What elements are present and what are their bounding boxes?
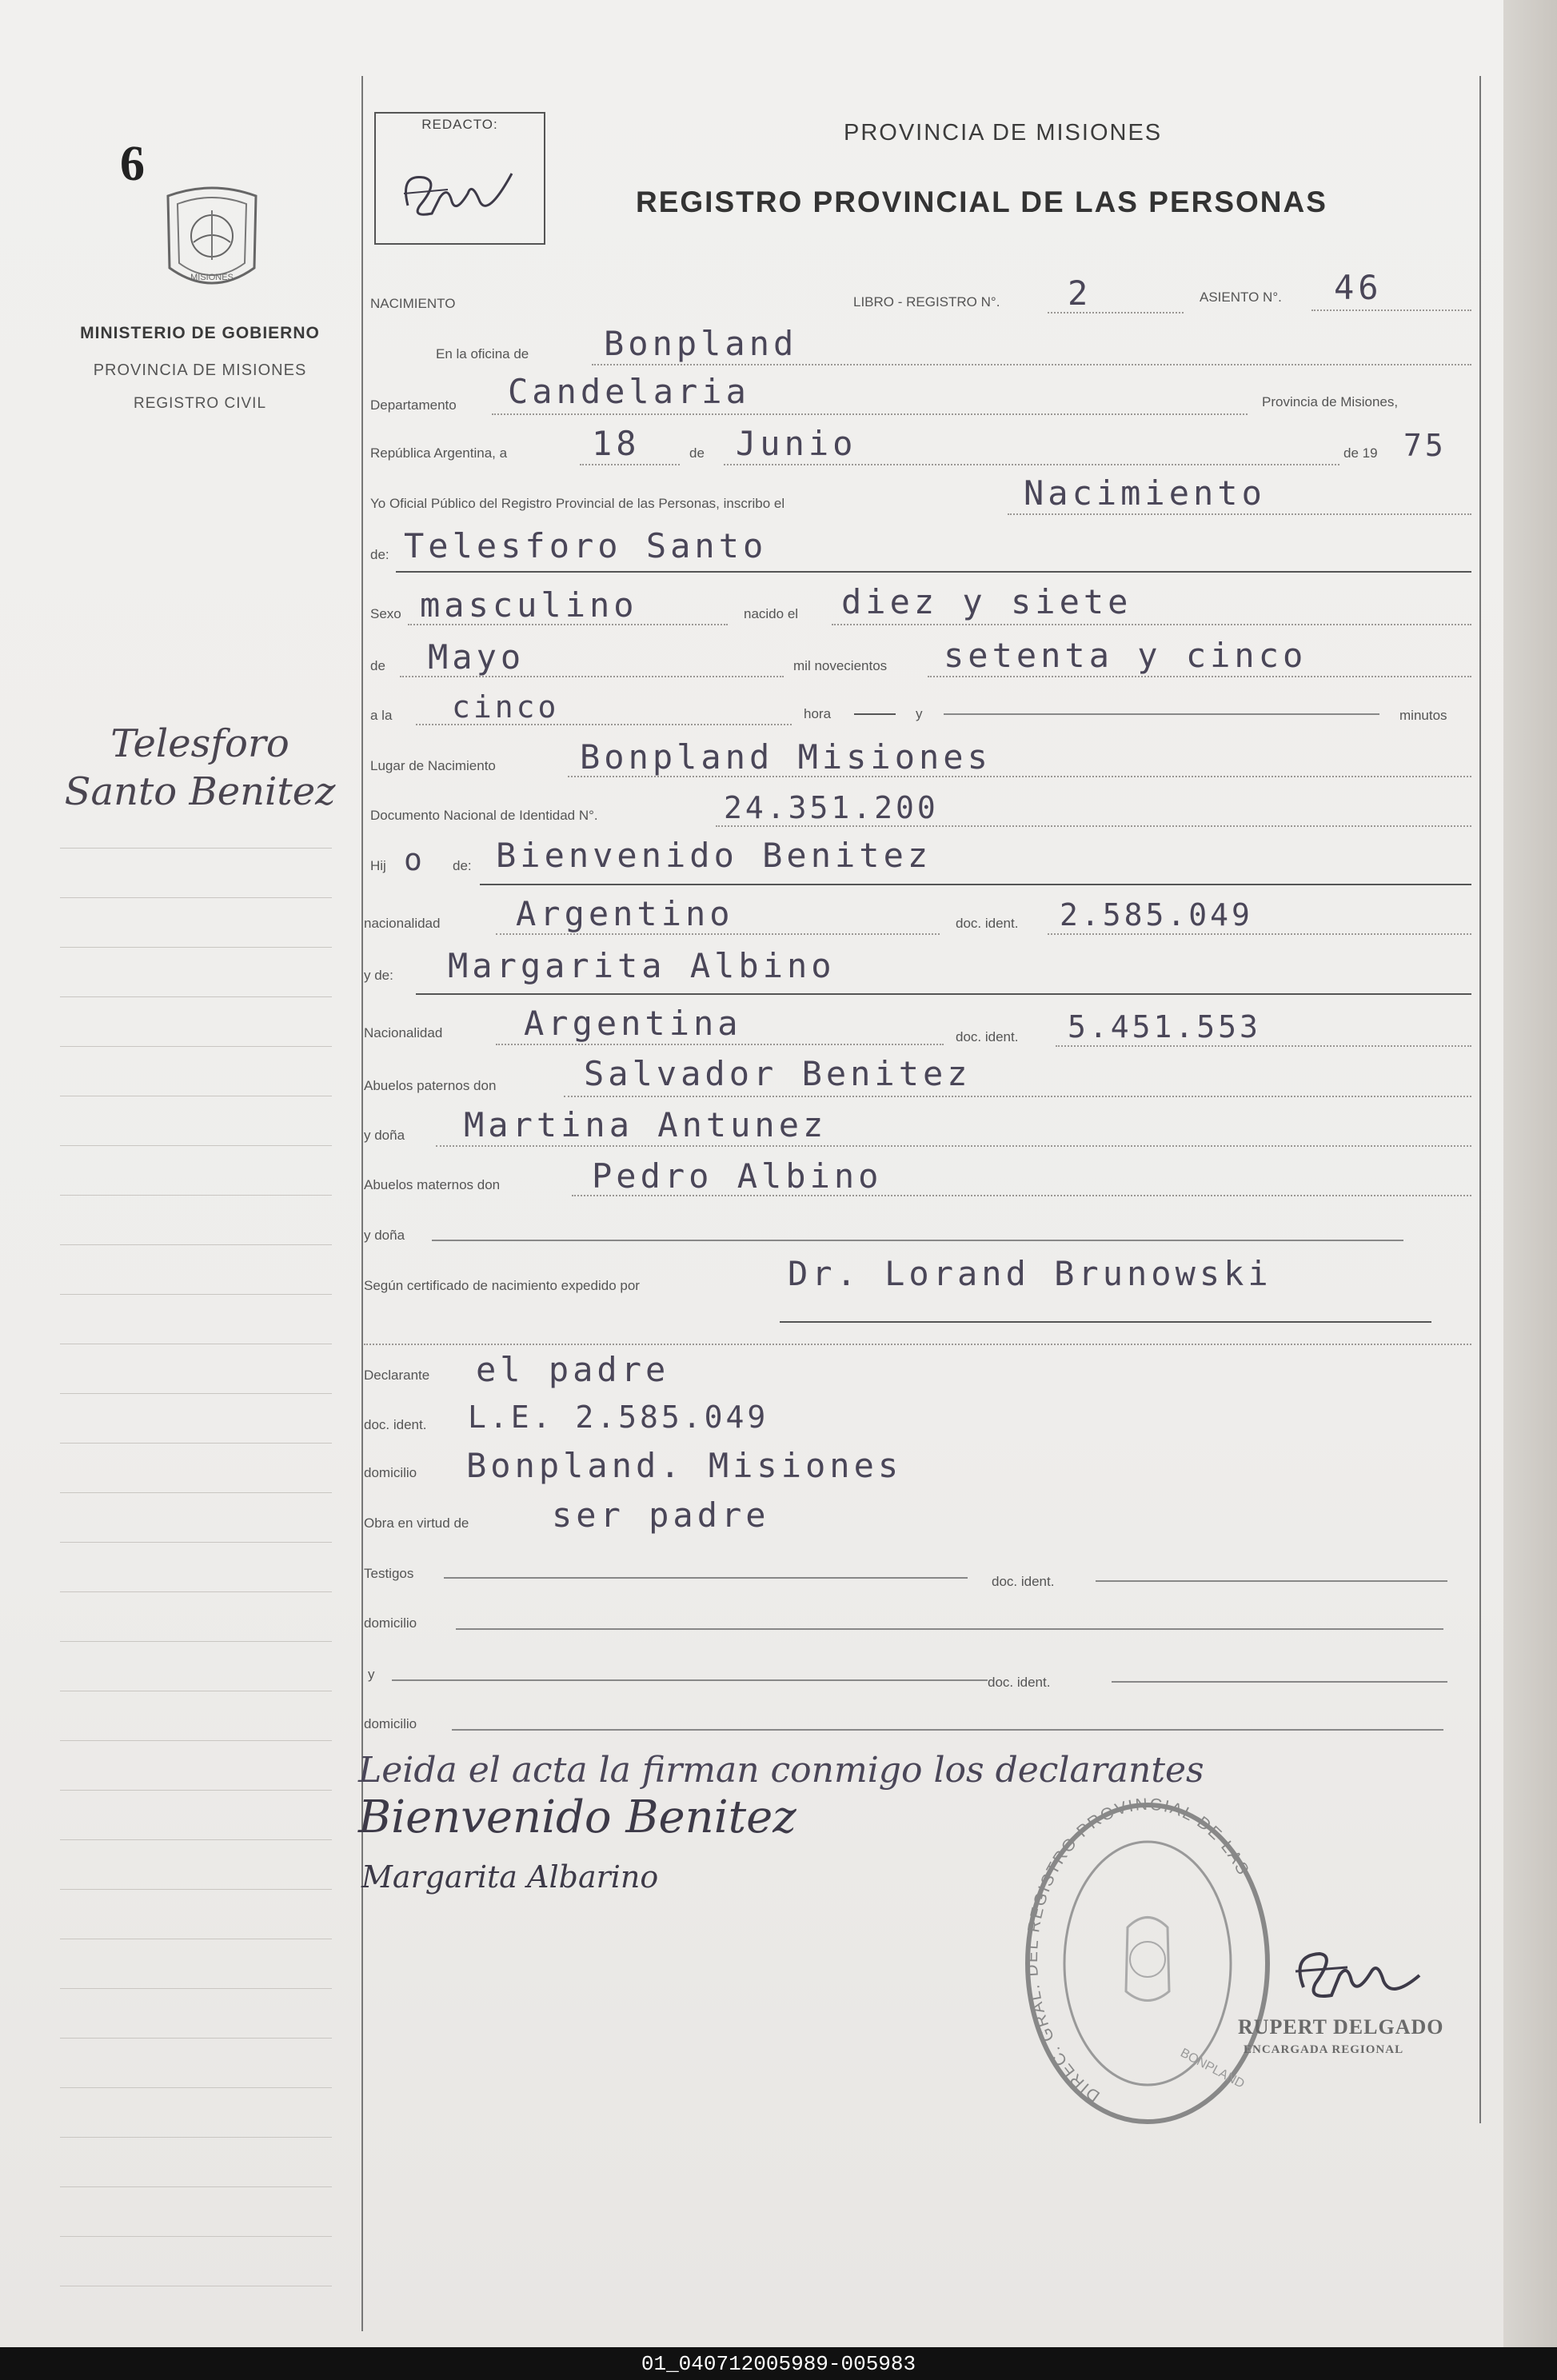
anio-value: 75 [1403,428,1447,463]
province-subtitle: PROVINCIA DE MISIONES [93,361,307,379]
dni-label: Documento Nacional de Identidad N°. [370,808,598,823]
nombre-value: Telesforo Santo [404,526,768,565]
registry-subtitle: REGISTRO CIVIL [133,395,267,412]
margin-ruled-line [60,1443,332,1444]
stamp-inner-text: BONPLAND [1178,2046,1247,2091]
hora-value: cinco [452,689,560,725]
certificado-value: Dr. Lorand Brunowski [788,1254,1272,1293]
declarante-label: Declarante [364,1368,430,1383]
nac-padre-value: Argentino [516,894,734,933]
testigo-domicilio-label: domicilio [364,1615,417,1631]
nac-madre-value: Argentina [524,1004,742,1043]
hijo-value: o [404,842,425,877]
coat-of-arms-seal [160,180,264,300]
margin-ruled-line [60,1145,332,1146]
minutos-label: minutos [1399,708,1447,723]
hora-label: hora [804,706,832,721]
margin-name-annotation: Telesforo Santo Benitez [64,721,336,814]
page-number: 6 [120,137,145,191]
decl-domicilio-label: domicilio [364,1465,417,1480]
nac-madre-label: Nacionalidad [364,1025,443,1040]
margin-ruled-line [60,1244,332,1245]
provincia-label: Provincia de Misiones, [1262,394,1399,409]
dia-value: 18 [592,424,641,463]
margin-ruled-line [60,1393,332,1394]
margin-ruled-line [60,1542,332,1543]
footer-code: 01_040712005989-005983 [641,2352,916,2376]
mother-signature: Margarita Albarino [361,1859,659,1895]
abuela-pat-value: Martina Antunez [464,1105,828,1144]
mil-label: mil novecientos [793,658,888,673]
redactor-signature [392,158,528,230]
margin-ruled-line [60,1294,332,1295]
padre-de-label: de: [453,858,472,873]
testigo2-doc-label: doc. ident. [988,1675,1051,1690]
margin-ruled-line [60,1790,332,1791]
officer-title: ENCARGADA REGIONAL [1244,2043,1404,2056]
nac-mes-value: Mayo [428,637,525,677]
lugar-value: Bonpland Misiones [580,737,992,777]
sexo-value: masculino [420,585,638,625]
margin-ruled-line [60,897,332,898]
margin-ruled-line [60,996,332,997]
departamento-value: Candelaria [508,372,750,411]
margin-ruled-line [60,1046,332,1047]
testigos-label: Testigos [364,1566,414,1581]
margin-ruled-line [60,1641,332,1642]
asiento-label: ASIENTO N°. [1200,290,1282,305]
margin-ruled-line [60,2137,332,2138]
madre-value: Margarita Albino [448,946,836,985]
margin-ruled-line [60,1195,332,1196]
margin-ruled-line [60,2236,332,2237]
page-edge [1503,0,1557,2347]
margin-ruled-line [60,1492,332,1493]
margin-ruled-line [60,1988,332,1989]
seal-label: MISIONES [190,273,234,282]
stamp-ring-text: DIREC. GRAL. DEL REGISTRO PROVINCIAL DE LAS [1022,1795,1253,2106]
father-signature: Bienvenido Benitez [358,1791,796,1843]
dni-value: 24.351.200 [724,790,939,825]
inscribo-value: Nacimiento [1024,473,1266,513]
margin-ruled-line [60,1591,332,1592]
officer-signature [1284,1931,1427,2019]
form-left-border [361,76,363,2331]
doc-padre-label: doc. ident. [956,916,1019,931]
doc-madre-value: 5.451.553 [1068,1009,1261,1044]
decl-doc-value: L.E. 2.585.049 [468,1400,769,1435]
de-label: de [689,445,705,461]
doc-padre-value: 2.585.049 [1060,897,1253,932]
mes-value: Junio [736,424,857,463]
decl-domicilio-value: Bonpland. Misiones [466,1446,903,1485]
y-label: y [916,706,923,721]
province-title: PROVINCIA DE MISIONES [844,120,1163,146]
margin-ruled-line [60,947,332,948]
margin-ruled-line [60,2038,332,2039]
nac-padre-label: nacionalidad [364,916,441,931]
libro-value: 2 [1068,274,1092,313]
hijo-label: Hij [370,858,386,873]
sexo-label: Sexo [370,606,401,621]
margin-ruled-line [60,1740,332,1741]
ala-label: a la [370,708,393,723]
abuelos-mat-label: Abuelos maternos don [364,1177,501,1192]
decl-doc-label: doc. ident. [364,1417,427,1432]
redacto-label: REDACTO: [421,117,498,132]
ministry-title: MINISTERIO DE GOBIERNO [80,324,320,342]
doc-madre-label: doc. ident. [956,1029,1019,1044]
republica-label: República Argentina, a [370,445,508,461]
margin-ruled-line [60,2186,332,2187]
oficina-label: En la oficina de [436,346,529,361]
certificado-label: Según certificado de nacimiento expedido por [364,1278,640,1293]
oficina-value: Bonpland [604,324,798,363]
footer-strip [0,2347,1557,2380]
form-right-border [1479,76,1481,2123]
nacido-value: diez y siete [841,582,1132,621]
asiento-value: 46 [1334,268,1383,307]
abuela-pat-label: y doña [364,1128,405,1143]
abuelo-pat-value: Salvador Benitez [584,1054,972,1093]
departamento-label: Departamento [370,397,457,413]
closing-statement: Leida el acta la firman conmigo los declarantes [358,1750,1204,1791]
testigo-doc-label: doc. ident. [992,1574,1055,1589]
margin-ruled-line [60,2087,332,2088]
record-type-label: NACIMIENTO [370,296,456,311]
lugar-label: Lugar de Nacimiento [370,758,496,773]
margin-ruled-line [60,848,332,849]
madre-label: y de: [364,968,393,983]
officer-name: RUPERT DELGADO [1238,2015,1444,2039]
obra-label: Obra en virtud de [364,1515,469,1531]
de-nombre-label: de: [370,547,389,562]
margin-ruled-line [60,1839,332,1840]
obra-value: ser padre [552,1495,770,1535]
declarante-value: el padre [476,1350,670,1389]
redacto-box [374,112,545,245]
margin-ruled-line [60,1889,332,1890]
testigo2-domicilio-label: domicilio [364,1716,417,1731]
testigo2-label: y [368,1667,375,1682]
de-mes-label: de [370,658,385,673]
official-stamp [1016,1795,1280,2131]
registry-title: REGISTRO PROVINCIAL DE LAS PERSONAS [636,186,1327,218]
libro-label: LIBRO - REGISTRO N°. [853,294,1000,309]
nacido-label: nacido el [744,606,799,621]
anio-label: de 19 [1343,445,1378,461]
abuelo-mat-value: Pedro Albino [592,1156,883,1196]
abuelos-pat-label: Abuelos paternos don [364,1078,497,1093]
abuela-mat-label: y doña [364,1228,405,1243]
oficial-label: Yo Oficial Público del Registro Provincial de las Personas, inscribo el [370,496,785,511]
padre-value: Bienvenido Benitez [496,836,932,875]
nac-anio-value: setenta y cinco [944,636,1307,675]
